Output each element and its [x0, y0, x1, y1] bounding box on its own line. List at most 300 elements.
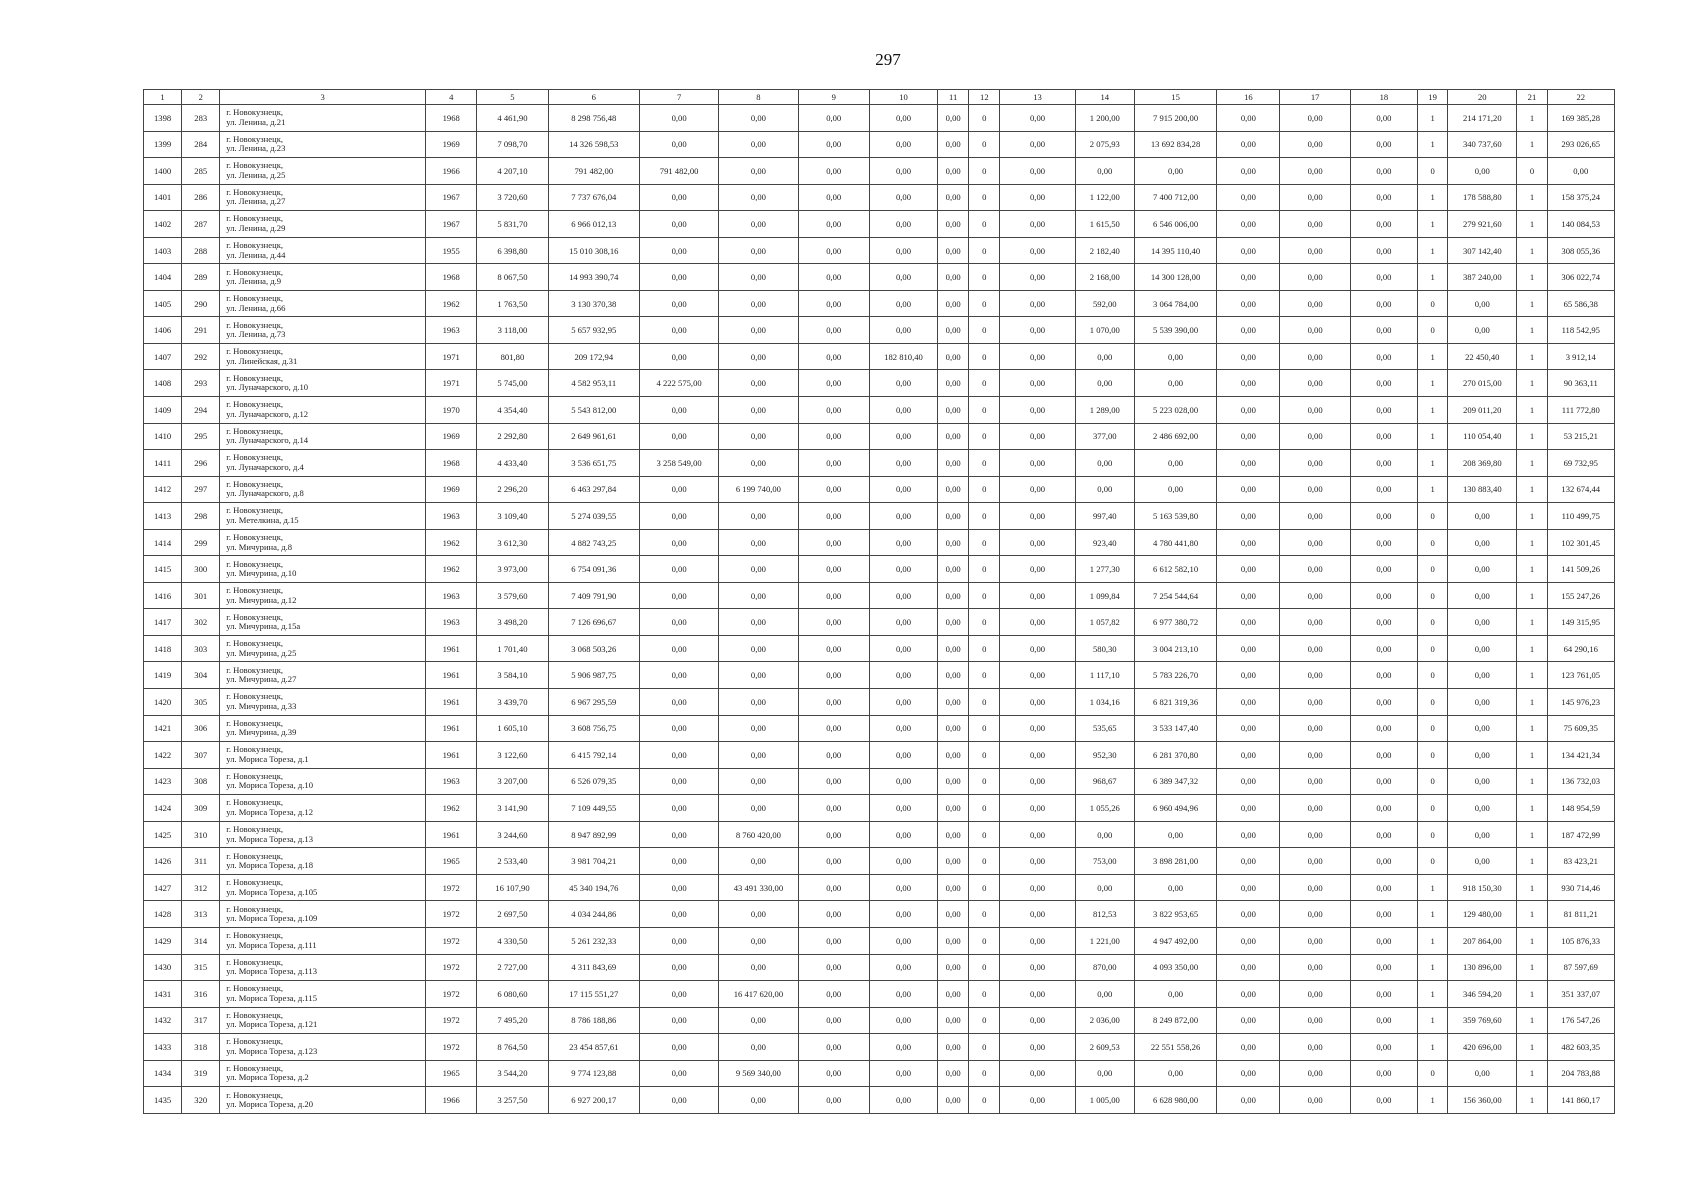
cell-col-11: 0,00	[938, 131, 969, 158]
cell-col-19: 0	[1418, 317, 1448, 344]
table-row	[144, 264, 1615, 291]
cell-col-20: 209 011,20	[1448, 397, 1517, 424]
cell-col-14: 580,30	[1075, 635, 1134, 662]
cell-col-13: 0,00	[1000, 662, 1075, 689]
cell-col-15: 6 977 380,72	[1134, 609, 1216, 636]
cell-col-10: 0,00	[869, 954, 937, 981]
cell-col-7: 0,00	[639, 582, 718, 609]
cell-col-18: 0,00	[1350, 582, 1417, 609]
cell-col-4: 1961	[426, 715, 477, 742]
cell-col-1: 1425	[144, 821, 182, 848]
cell-col-2: 286	[182, 184, 220, 211]
cell-col-1: 1407	[144, 343, 182, 370]
cell-col-22: 141 860,17	[1547, 1087, 1614, 1114]
cell-col-13: 0,00	[1000, 370, 1075, 397]
cell-col-6: 6 927 200,17	[548, 1087, 639, 1114]
cell-col-10: 0,00	[869, 821, 937, 848]
cell-col-18: 0,00	[1350, 609, 1417, 636]
cell-col-1: 1424	[144, 795, 182, 822]
cell-col-16: 0,00	[1217, 582, 1280, 609]
cell-col-20: 0,00	[1448, 158, 1517, 185]
cell-col-5: 16 107,90	[477, 874, 548, 901]
cell-col-5: 3 257,50	[477, 1087, 548, 1114]
cell-col-22: 169 385,28	[1547, 105, 1614, 132]
address-street: ул. Луначарского, д.14	[226, 435, 309, 446]
cell-col-7: 0,00	[639, 397, 718, 424]
cell-col-11: 0,00	[938, 317, 969, 344]
cell-col-2: 309	[182, 795, 220, 822]
cell-col-13: 0,00	[1000, 158, 1075, 185]
cell-col-14: 2 075,93	[1075, 131, 1134, 158]
cell-col-12: 0	[969, 689, 1000, 716]
cell-col-14: 1 117,10	[1075, 662, 1134, 689]
cell-col-6: 45 340 194,76	[548, 874, 639, 901]
table-row	[144, 158, 1615, 185]
cell-col-13: 0,00	[1000, 609, 1075, 636]
cell-col-19: 0	[1418, 503, 1448, 530]
cell-col-5: 5 831,70	[477, 211, 548, 238]
cell-col-5: 8 067,50	[477, 264, 548, 291]
address-city: г. Новокузнецк,	[226, 744, 284, 755]
cell-col-15: 5 783 226,70	[1134, 662, 1216, 689]
cell-col-5: 3 244,60	[477, 821, 548, 848]
address-cell	[220, 821, 426, 848]
cell-col-10: 0,00	[869, 1034, 937, 1061]
cell-col-17: 0,00	[1280, 927, 1350, 954]
cell-col-14: 1 289,00	[1075, 397, 1134, 424]
cell-col-15: 0,00	[1134, 476, 1216, 503]
cell-col-8: 0,00	[719, 901, 798, 928]
cell-col-1: 1430	[144, 954, 182, 981]
address-city: г. Новокузнецк,	[226, 824, 284, 835]
cell-col-18: 0,00	[1350, 211, 1417, 238]
cell-col-19: 1	[1418, 927, 1448, 954]
column-header-2: 2	[182, 90, 220, 105]
cell-col-10: 0,00	[869, 237, 937, 264]
cell-col-19: 0	[1418, 609, 1448, 636]
cell-col-21: 1	[1517, 184, 1547, 211]
address-street: ул. Ленина, д.9	[226, 276, 282, 287]
address-cell	[220, 689, 426, 716]
address-city: г. Новокузнецк,	[226, 478, 284, 489]
address-cell	[220, 343, 426, 370]
cell-col-6: 2 649 961,61	[548, 423, 639, 450]
cell-col-2: 306	[182, 715, 220, 742]
column-header-21: 21	[1517, 90, 1547, 105]
cell-col-7: 0,00	[639, 423, 718, 450]
cell-col-12: 0	[969, 264, 1000, 291]
cell-col-7: 0,00	[639, 901, 718, 928]
cell-col-10: 0,00	[869, 689, 937, 716]
address-city: г. Новокузнецк,	[226, 983, 284, 994]
table-row	[144, 1007, 1615, 1034]
cell-col-7: 0,00	[639, 131, 718, 158]
cell-col-11: 0,00	[938, 450, 969, 477]
column-header-22: 22	[1547, 90, 1614, 105]
cell-col-13: 0,00	[1000, 529, 1075, 556]
cell-col-18: 0,00	[1350, 237, 1417, 264]
cell-col-21: 1	[1517, 211, 1547, 238]
cell-col-19: 0	[1418, 715, 1448, 742]
cell-col-4: 1966	[426, 1087, 477, 1114]
column-header-17: 17	[1280, 90, 1350, 105]
cell-col-12: 0	[969, 742, 1000, 769]
cell-col-18: 0,00	[1350, 317, 1417, 344]
cell-col-14: 0,00	[1075, 874, 1134, 901]
cell-col-12: 0	[969, 635, 1000, 662]
cell-col-21: 1	[1517, 450, 1547, 477]
cell-col-20: 156 360,00	[1448, 1087, 1517, 1114]
cell-col-9: 0,00	[798, 1087, 869, 1114]
table-row	[144, 715, 1615, 742]
cell-col-10: 0,00	[869, 742, 937, 769]
address-cell	[220, 237, 426, 264]
cell-col-5: 3 544,20	[477, 1060, 548, 1087]
cell-col-22: 90 363,11	[1547, 370, 1614, 397]
cell-col-11: 0,00	[938, 848, 969, 875]
cell-col-19: 0	[1418, 795, 1448, 822]
cell-col-14: 2 168,00	[1075, 264, 1134, 291]
cell-col-15: 0,00	[1134, 981, 1216, 1008]
cell-col-11: 0,00	[938, 290, 969, 317]
cell-col-17: 0,00	[1280, 370, 1350, 397]
cell-col-22: 482 603,35	[1547, 1034, 1614, 1061]
cell-col-4: 1970	[426, 397, 477, 424]
cell-col-16: 0,00	[1217, 635, 1280, 662]
address-street: ул. Луначарского, д.10	[226, 382, 309, 393]
address-street: ул. Мориса Тореза, д.2	[226, 1072, 309, 1083]
cell-col-13: 0,00	[1000, 1060, 1075, 1087]
cell-col-11: 0,00	[938, 423, 969, 450]
address-street: ул. Мориса Тореза, д.111	[226, 939, 317, 950]
column-header-16: 16	[1217, 90, 1280, 105]
cell-col-6: 4 311 843,69	[548, 954, 639, 981]
cell-col-9: 0,00	[798, 105, 869, 132]
cell-col-22: 69 732,95	[1547, 450, 1614, 477]
cell-col-19: 0	[1418, 1060, 1448, 1087]
cell-col-10: 0,00	[869, 105, 937, 132]
cell-col-2: 284	[182, 131, 220, 158]
cell-col-22: 145 976,23	[1547, 689, 1614, 716]
cell-col-17: 0,00	[1280, 742, 1350, 769]
cell-col-20: 0,00	[1448, 503, 1517, 530]
cell-col-4: 1963	[426, 768, 477, 795]
cell-col-13: 0,00	[1000, 317, 1075, 344]
table-row	[144, 981, 1615, 1008]
cell-col-12: 0	[969, 662, 1000, 689]
cell-col-8: 0,00	[719, 662, 798, 689]
cell-col-16: 0,00	[1217, 1087, 1280, 1114]
cell-col-8: 0,00	[719, 237, 798, 264]
cell-col-4: 1967	[426, 211, 477, 238]
cell-col-17: 0,00	[1280, 768, 1350, 795]
cell-col-9: 0,00	[798, 450, 869, 477]
cell-col-17: 0,00	[1280, 848, 1350, 875]
address-street: ул. Ленина, д.23	[226, 143, 286, 154]
cell-col-2: 301	[182, 582, 220, 609]
cell-col-6: 7 109 449,55	[548, 795, 639, 822]
address-cell	[220, 131, 426, 158]
cell-col-20: 130 883,40	[1448, 476, 1517, 503]
cell-col-2: 294	[182, 397, 220, 424]
cell-col-17: 0,00	[1280, 795, 1350, 822]
cell-col-15: 0,00	[1134, 343, 1216, 370]
cell-col-19: 0	[1418, 556, 1448, 583]
cell-col-2: 320	[182, 1087, 220, 1114]
cell-col-22: 930 714,46	[1547, 874, 1614, 901]
cell-col-1: 1402	[144, 211, 182, 238]
cell-col-8: 0,00	[719, 927, 798, 954]
cell-col-15: 7 254 544,64	[1134, 582, 1216, 609]
table-row	[144, 131, 1615, 158]
cell-col-20: 0,00	[1448, 556, 1517, 583]
cell-col-5: 2 292,80	[477, 423, 548, 450]
cell-col-20: 0,00	[1448, 848, 1517, 875]
cell-col-22: 64 290,16	[1547, 635, 1614, 662]
address-cell	[220, 795, 426, 822]
cell-col-16: 0,00	[1217, 211, 1280, 238]
cell-col-2: 297	[182, 476, 220, 503]
cell-col-16: 0,00	[1217, 768, 1280, 795]
cell-col-22: 308 055,36	[1547, 237, 1614, 264]
cell-col-5: 1 701,40	[477, 635, 548, 662]
cell-col-21: 1	[1517, 370, 1547, 397]
cell-col-7: 0,00	[639, 768, 718, 795]
address-cell	[220, 981, 426, 1008]
cell-col-1: 1427	[144, 874, 182, 901]
cell-col-18: 0,00	[1350, 556, 1417, 583]
cell-col-6: 791 482,00	[548, 158, 639, 185]
cell-col-11: 0,00	[938, 795, 969, 822]
cell-col-22: 204 783,88	[1547, 1060, 1614, 1087]
cell-col-14: 0,00	[1075, 158, 1134, 185]
cell-col-8: 0,00	[719, 1034, 798, 1061]
cell-col-22: 176 547,26	[1547, 1007, 1614, 1034]
cell-col-12: 0	[969, 529, 1000, 556]
address-city: г. Новокузнецк,	[226, 133, 284, 144]
cell-col-5: 3 118,00	[477, 317, 548, 344]
cell-col-9: 0,00	[798, 715, 869, 742]
cell-col-20: 0,00	[1448, 662, 1517, 689]
cell-col-17: 0,00	[1280, 1034, 1350, 1061]
cell-col-21: 1	[1517, 662, 1547, 689]
cell-col-8: 0,00	[719, 264, 798, 291]
cell-col-10: 0,00	[869, 848, 937, 875]
cell-col-15: 0,00	[1134, 874, 1216, 901]
cell-col-13: 0,00	[1000, 768, 1075, 795]
address-street: ул. Мориса Тореза, д.18	[226, 860, 314, 871]
cell-col-4: 1961	[426, 742, 477, 769]
cell-col-18: 0,00	[1350, 450, 1417, 477]
cell-col-19: 1	[1418, 476, 1448, 503]
cell-col-16: 0,00	[1217, 397, 1280, 424]
cell-col-16: 0,00	[1217, 901, 1280, 928]
address-city: г. Новокузнецк,	[226, 319, 284, 330]
cell-col-12: 0	[969, 450, 1000, 477]
address-street: ул. Ленина, д.25	[226, 169, 286, 180]
cell-col-20: 387 240,00	[1448, 264, 1517, 291]
cell-col-14: 0,00	[1075, 821, 1134, 848]
cell-col-10: 0,00	[869, 503, 937, 530]
cell-col-16: 0,00	[1217, 927, 1280, 954]
cell-col-6: 6 754 091,36	[548, 556, 639, 583]
cell-col-6: 15 010 308,16	[548, 237, 639, 264]
cell-col-12: 0	[969, 317, 1000, 344]
cell-col-20: 0,00	[1448, 582, 1517, 609]
cell-col-9: 0,00	[798, 211, 869, 238]
cell-col-20: 0,00	[1448, 317, 1517, 344]
cell-col-18: 0,00	[1350, 290, 1417, 317]
cell-col-5: 6 398,80	[477, 237, 548, 264]
cell-col-19: 1	[1418, 237, 1448, 264]
cell-col-8: 0,00	[719, 450, 798, 477]
cell-col-14: 1 615,50	[1075, 211, 1134, 238]
cell-col-10: 0,00	[869, 1007, 937, 1034]
cell-col-16: 0,00	[1217, 981, 1280, 1008]
cell-col-16: 0,00	[1217, 290, 1280, 317]
address-cell	[220, 662, 426, 689]
cell-col-11: 0,00	[938, 689, 969, 716]
cell-col-10: 0,00	[869, 529, 937, 556]
table-row	[144, 662, 1615, 689]
cell-col-4: 1965	[426, 848, 477, 875]
cell-col-19: 1	[1418, 450, 1448, 477]
cell-col-9: 0,00	[798, 742, 869, 769]
cell-col-18: 0,00	[1350, 397, 1417, 424]
cell-col-9: 0,00	[798, 397, 869, 424]
cell-col-18: 0,00	[1350, 954, 1417, 981]
cell-col-22: 158 375,24	[1547, 184, 1614, 211]
table-row	[144, 954, 1615, 981]
cell-col-19: 0	[1418, 635, 1448, 662]
table-row	[144, 848, 1615, 875]
cell-col-6: 3 608 756,75	[548, 715, 639, 742]
cell-col-22: 187 472,99	[1547, 821, 1614, 848]
cell-col-15: 5 223 028,00	[1134, 397, 1216, 424]
cell-col-11: 0,00	[938, 954, 969, 981]
cell-col-6: 3 068 503,26	[548, 635, 639, 662]
address-street: ул. Луначарского, д.8	[226, 488, 304, 499]
cell-col-14: 2 036,00	[1075, 1007, 1134, 1034]
cell-col-15: 6 960 494,96	[1134, 795, 1216, 822]
address-street: ул. Метелкина, д.15	[226, 514, 299, 525]
cell-col-17: 0,00	[1280, 476, 1350, 503]
cell-col-16: 0,00	[1217, 317, 1280, 344]
cell-col-4: 1963	[426, 609, 477, 636]
address-cell	[220, 742, 426, 769]
cell-col-16: 0,00	[1217, 529, 1280, 556]
address-city: г. Новокузнецк,	[226, 585, 284, 596]
cell-col-21: 1	[1517, 556, 1547, 583]
cell-col-10: 0,00	[869, 874, 937, 901]
table-row	[144, 742, 1615, 769]
cell-col-7: 0,00	[639, 795, 718, 822]
cell-col-16: 0,00	[1217, 609, 1280, 636]
address-street: ул. Мичурина, д.8	[226, 541, 293, 552]
cell-col-4: 1972	[426, 901, 477, 928]
cell-col-10: 0,00	[869, 768, 937, 795]
cell-col-1: 1434	[144, 1060, 182, 1087]
cell-col-14: 1 277,30	[1075, 556, 1134, 583]
cell-col-2: 305	[182, 689, 220, 716]
cell-col-18: 0,00	[1350, 1034, 1417, 1061]
cell-col-21: 1	[1517, 503, 1547, 530]
cell-col-20: 110 054,40	[1448, 423, 1517, 450]
cell-col-19: 1	[1418, 264, 1448, 291]
cell-col-11: 0,00	[938, 874, 969, 901]
cell-col-21: 1	[1517, 476, 1547, 503]
cell-col-22: 134 421,34	[1547, 742, 1614, 769]
cell-col-20: 0,00	[1448, 609, 1517, 636]
address-street: ул. Мориса Тореза, д.121	[226, 1019, 318, 1030]
address-city: г. Новокузнецк,	[226, 717, 284, 728]
cell-col-17: 0,00	[1280, 423, 1350, 450]
cell-col-11: 0,00	[938, 105, 969, 132]
cell-col-5: 4 354,40	[477, 397, 548, 424]
address-city: г. Новокузнецк,	[226, 1036, 284, 1047]
cell-col-6: 6 415 792,14	[548, 742, 639, 769]
cell-col-18: 0,00	[1350, 927, 1417, 954]
cell-col-20: 178 588,80	[1448, 184, 1517, 211]
cell-col-12: 0	[969, 582, 1000, 609]
cell-col-9: 0,00	[798, 503, 869, 530]
cell-col-16: 0,00	[1217, 848, 1280, 875]
cell-col-17: 0,00	[1280, 450, 1350, 477]
cell-col-14: 1 200,00	[1075, 105, 1134, 132]
cell-col-9: 0,00	[798, 689, 869, 716]
address-city: г. Новокузнецк,	[226, 372, 284, 383]
cell-col-13: 0,00	[1000, 635, 1075, 662]
cell-col-11: 0,00	[938, 1034, 969, 1061]
cell-col-10: 0,00	[869, 795, 937, 822]
cell-col-8: 0,00	[719, 768, 798, 795]
cell-col-12: 0	[969, 184, 1000, 211]
cell-col-15: 0,00	[1134, 158, 1216, 185]
cell-col-5: 2 296,20	[477, 476, 548, 503]
cell-col-17: 0,00	[1280, 901, 1350, 928]
cell-col-2: 319	[182, 1060, 220, 1087]
table-row	[144, 582, 1615, 609]
cell-col-18: 0,00	[1350, 1007, 1417, 1034]
cell-col-8: 0,00	[719, 370, 798, 397]
cell-col-16: 0,00	[1217, 689, 1280, 716]
cell-col-5: 2 533,40	[477, 848, 548, 875]
cell-col-19: 1	[1418, 370, 1448, 397]
cell-col-13: 0,00	[1000, 556, 1075, 583]
column-header-11: 11	[938, 90, 969, 105]
cell-col-7: 0,00	[639, 343, 718, 370]
cell-col-19: 0	[1418, 742, 1448, 769]
cell-col-14: 0,00	[1075, 981, 1134, 1008]
table-row	[144, 901, 1615, 928]
cell-col-19: 1	[1418, 105, 1448, 132]
table-row	[144, 397, 1615, 424]
cell-col-10: 0,00	[869, 131, 937, 158]
cell-col-14: 870,00	[1075, 954, 1134, 981]
cell-col-9: 0,00	[798, 821, 869, 848]
cell-col-8: 0,00	[719, 582, 798, 609]
cell-col-21: 1	[1517, 1007, 1547, 1034]
cell-col-21: 1	[1517, 874, 1547, 901]
cell-col-4: 1965	[426, 1060, 477, 1087]
cell-col-1: 1421	[144, 715, 182, 742]
address-cell	[220, 529, 426, 556]
cell-col-7: 0,00	[639, 821, 718, 848]
cell-col-21: 1	[1517, 317, 1547, 344]
cell-col-13: 0,00	[1000, 450, 1075, 477]
cell-col-1: 1433	[144, 1034, 182, 1061]
address-city: г. Новокузнецк,	[226, 532, 284, 543]
